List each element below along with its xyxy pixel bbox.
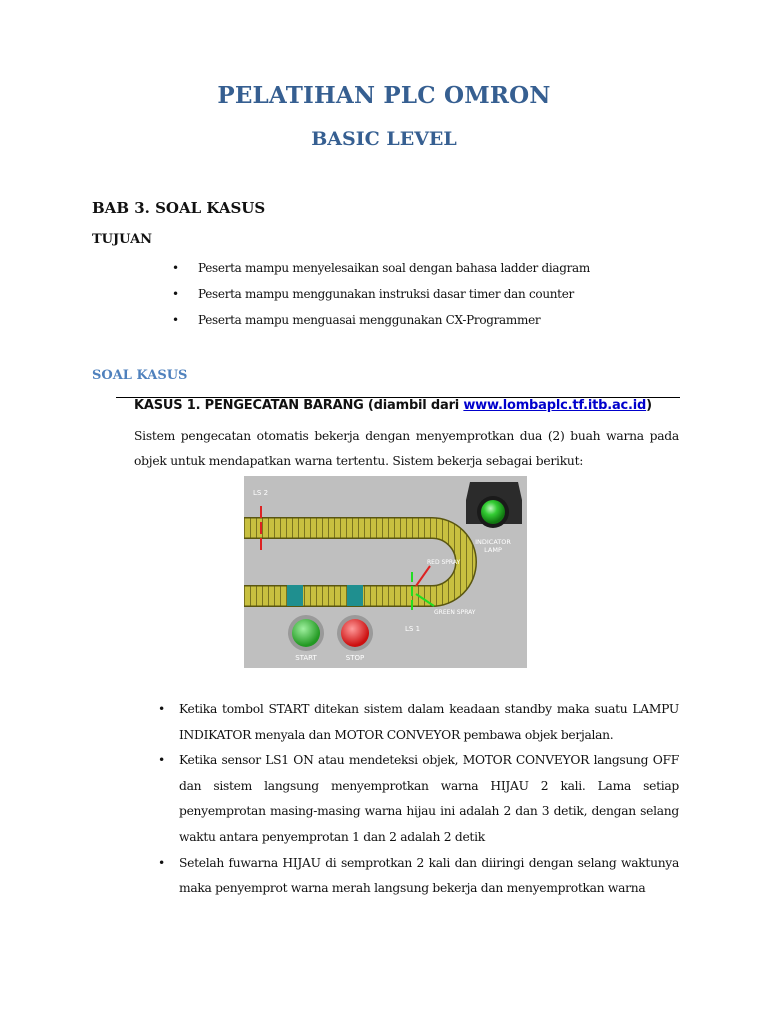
source-link[interactable]: www.lombaplc.tf.itb.ac.id	[463, 398, 647, 413]
document-subtitle: BASIC LEVEL	[311, 128, 457, 150]
process-rules-list	[158, 697, 679, 902]
bullet-icon: •	[158, 702, 165, 716]
list-item: • Peserta mampu menggunakan instruksi dasar timer dan counter	[172, 287, 574, 301]
bullet-icon: •	[172, 287, 179, 301]
ls1-label: LS 1	[405, 625, 421, 633]
conveyor-diagram	[244, 476, 527, 668]
green-spray-label: GREEN SPRAY	[434, 609, 476, 616]
case-description: Sistem pengecatan otomatis bekerja dengan menyemprotkan dua (2) buah warna pada objek untuk mendapatkan warna tertentu. Sistem bekerja sebagai berikut:	[134, 429, 679, 468]
objectives-heading: TUJUAN	[92, 232, 153, 247]
indicator-label-line1: INDICATOR	[475, 538, 511, 546]
stop-label: STOP	[345, 654, 365, 662]
list-item: • Ketika tombol START ditekan sistem dalam keadaan standby maka suatu LAMPU INDIKATOR menyala dan MOTOR CONVEYOR pembawa objek berjalan.	[158, 697, 679, 748]
case-section-heading: SOAL KASUS	[92, 368, 188, 383]
document-title: PELATIHAN PLC OMRON	[217, 82, 551, 109]
indicator-lamp	[466, 482, 522, 528]
list-item: • Peserta mampu menyelesaikan soal dengan bahasa ladder diagram	[172, 261, 590, 275]
indicator-label-line2: LAMP	[484, 546, 502, 554]
stop-button	[337, 615, 373, 651]
start-label: START	[295, 654, 317, 662]
lamp-bulb-icon	[481, 500, 505, 524]
chapter-heading: BAB 3. SOAL KASUS	[92, 199, 266, 217]
bullet-icon: •	[158, 855, 165, 870]
case-title: KASUS 1. PENGECATAN BARANG (diambil dari www.lombaplc.tf.itb.ac.id)	[134, 398, 652, 413]
bullet-icon: •	[172, 261, 179, 275]
ls2-label: LS 2	[253, 489, 269, 497]
bullet-icon: •	[172, 313, 179, 327]
start-button	[288, 615, 324, 651]
list-item: • Peserta mampu menguasai menggunakan CX-Programmer	[172, 313, 541, 327]
list-item: • Ketika sensor LS1 ON atau mendeteksi objek, MOTOR CONVEYOR langsung OFF dan sistem langsung menyemprotkan warna HIJAU 2 kali. Lama setiap penyemprotan masing-masing warna hijau ini adalah 2 dan 3 detik, dengan selang waktu antara penyemprotan 1 dan 2 adalah 2 detik	[158, 748, 679, 850]
bullet-icon: •	[158, 753, 165, 768]
red-spray-label: RED SPRAY	[427, 559, 461, 566]
objectives-list	[172, 259, 590, 337]
list-item: • Setelah fuwarna HIJAU di semprotkan 2 kali dan diiringi dengan selang waktunya maka penyemprot warna merah langsung bekerja dan menyemprotkan warna	[158, 851, 679, 902]
